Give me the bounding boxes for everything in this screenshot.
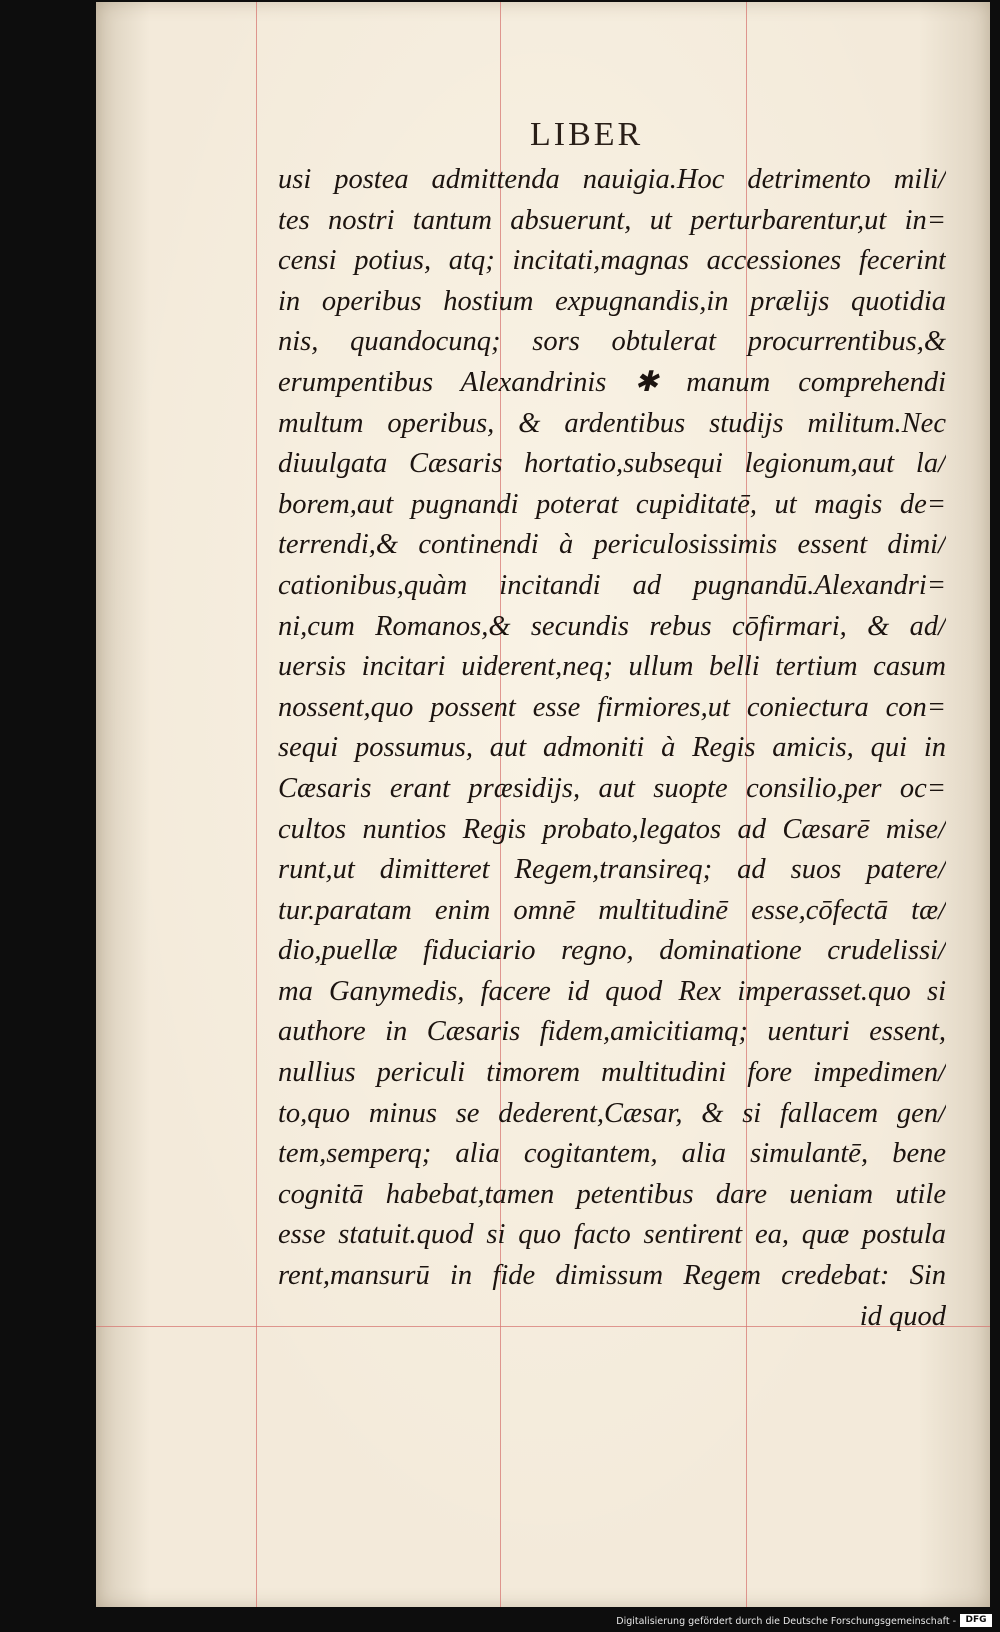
text-line: uersis incitari uiderent,neq; ullum belli tertium casum: [278, 651, 946, 683]
text-line: censi potius, atq; incitati,magnas accessiones fecerint: [278, 245, 946, 277]
footer-credit: Digitalisierung gefördert durch die Deutsche Forschungsgemeinschaft -: [616, 1616, 956, 1627]
text-line: tur.paratam enim omnē multitudinē esse,cōfectā tæ/: [278, 894, 946, 926]
text-line: nis, quandocunq; sors obtulerat procurrentibus,&: [278, 326, 946, 358]
text-line: terrendi,& continendi à periculosissimis essent dimi/: [278, 529, 946, 561]
text-line: cultos nuntios Regis probato,legatos ad Cæsarē mise/: [278, 813, 946, 845]
text-line: in operibus hostium expugnandis,in prælijs quotidia: [278, 285, 946, 317]
text-line: erumpentibus Alexandrinis ✱ manum comprehendi: [278, 366, 946, 398]
text-line: to,quo minus se dederent,Cæsar, & si fallacem gen/: [278, 1097, 946, 1129]
text-line: usi postea admittenda nauigia.Hoc detrimento mili/: [278, 164, 946, 195]
grid-line-vertical: [256, 2, 257, 1607]
body-text: [278, 160, 946, 1337]
text-line: esse statuit.quod si quo facto sentirent ea, quæ postula: [278, 1219, 946, 1251]
text-line: cationibus,quàm incitandi ad pugnandū.Alexandri=: [278, 569, 946, 601]
text-line: rent,mansurū in fide dimissum Regem credebat: Sin: [278, 1260, 946, 1292]
text-line: nossent,quo possent esse firmiores,ut coniectura con=: [278, 691, 946, 723]
text-line: multum operibus, & ardentibus studijs militum.Nec: [278, 407, 946, 439]
text-line: diuulgata Cæsaris hortatio,subsequi legionum,aut la/: [278, 448, 946, 480]
text-line: tem,semperq; alia cogitantem, alia simulantē, bene: [278, 1138, 946, 1170]
text-line: sequi possumus, aut admoniti à Regis amicis, qui in: [278, 732, 946, 764]
text-line: id quod: [859, 1300, 946, 1332]
text-line: cognitā habebat,tamen petentibus dare ueniam utile: [278, 1178, 946, 1210]
text-line: runt,ut dimitteret Regem,transireq; ad suos patere/: [278, 854, 946, 886]
text-line: nullius periculi timorem multitudini fore impedimen/: [278, 1057, 946, 1089]
text-line: ni,cum Romanos,& secundis rebus cōfirmari, & ad/: [278, 610, 946, 642]
text-line: tes nostri tantum absuerunt, ut perturbarentur,ut in=: [278, 204, 946, 236]
text-line: authore in Cæsaris fidem,amicitiamq; uenturi essent,: [278, 1016, 946, 1048]
text-line: ma Ganymedis, facere id quod Rex imperasset.quo si: [278, 975, 946, 1007]
running-head: LIBER: [530, 116, 644, 153]
dfg-logo: DFG: [960, 1614, 992, 1627]
text-line: Cæsaris erant præsidijs, aut suopte consilio,per oc=: [278, 772, 946, 804]
text-line: borem,aut pugnandi poterat cupiditatē, ut magis de=: [278, 488, 946, 520]
text-line: dio,puellæ fiduciario regno, dominatione crudelissi/: [278, 935, 946, 967]
